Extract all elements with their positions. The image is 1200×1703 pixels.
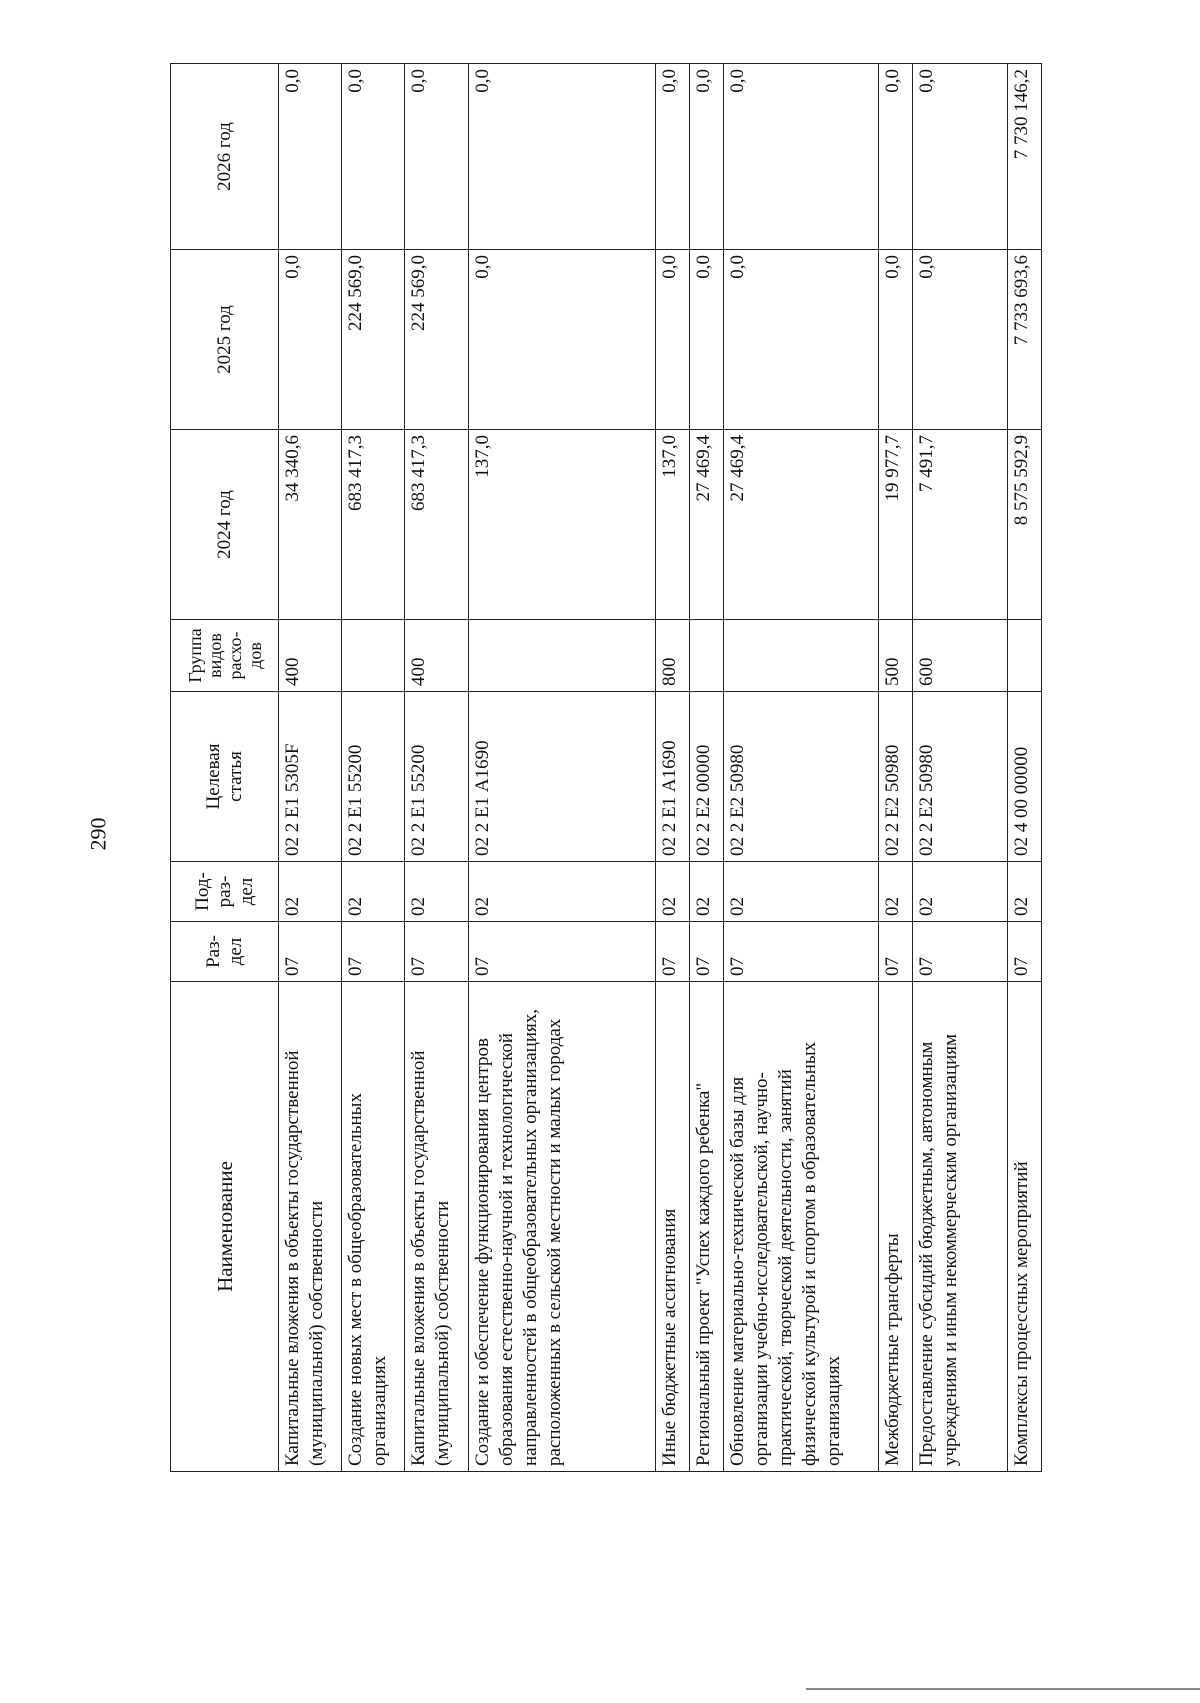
table-row (879, 64, 913, 1472)
row-subsection: 02 (279, 862, 342, 922)
row-2025: 0,0 (279, 250, 342, 430)
row-expense-group (689, 620, 723, 692)
row-expense-group: 600 (913, 620, 1008, 692)
header-target-article: Целевая статья (171, 692, 279, 862)
row-target-article: 02 2 Е2 50980 (723, 692, 879, 862)
row-2025: 0,0 (689, 250, 723, 430)
header-2025: 2025 год (171, 250, 279, 430)
row-expense-group (468, 620, 655, 692)
table-row (1008, 64, 1042, 1472)
row-2026: 0,0 (879, 64, 913, 250)
table-row (655, 64, 689, 1472)
row-target-article: 02 2 Е1 55200 (342, 692, 405, 862)
row-subsection: 02 (689, 862, 723, 922)
page-number: 290 (85, 817, 111, 851)
row-2024: 683 417,3 (405, 430, 468, 620)
row-subsection: 02 (468, 862, 655, 922)
row-2024: 137,0 (655, 430, 689, 620)
row-target-article: 02 2 Е1 5305F (279, 692, 342, 862)
row-2026: 0,0 (689, 64, 723, 250)
row-name: Обновление материально-технической базы для организации учебно-исследовательской, научно-практической, творческой деятельности, занятий физической культурой и спортом в образовательных организациях (723, 982, 879, 1472)
row-target-article: 02 2 Е2 50980 (879, 692, 913, 862)
row-section: 07 (879, 922, 913, 982)
row-section: 07 (1008, 922, 1042, 982)
scan-edge-line (806, 1688, 1200, 1690)
row-target-article: 02 2 Е2 50980 (913, 692, 1008, 862)
row-2025: 0,0 (468, 250, 655, 430)
row-section: 07 (342, 922, 405, 982)
row-expense-group: 800 (655, 620, 689, 692)
row-2026: 0,0 (342, 64, 405, 250)
row-expense-group: 400 (279, 620, 342, 692)
table-header-row (171, 64, 279, 1472)
row-name: Предоставление субсидий бюджетным, автономным учреждениям и иным некоммерческим организациям (913, 982, 1008, 1472)
row-target-article: 02 2 Е1 55200 (405, 692, 468, 862)
row-section: 07 (913, 922, 1008, 982)
row-2026: 0,0 (655, 64, 689, 250)
row-2026: 0,0 (468, 64, 655, 250)
row-target-article: 02 4 00 00000 (1008, 692, 1042, 862)
row-2025: 0,0 (723, 250, 879, 430)
table-row (468, 64, 655, 1472)
row-2024: 683 417,3 (342, 430, 405, 620)
row-name: Капитальные вложения в объекты государственной (муниципальной) собственности (279, 982, 342, 1472)
header-section: Раз- дел (171, 922, 279, 982)
row-target-article: 02 2 Е1 А1690 (468, 692, 655, 862)
table-row (405, 64, 468, 1472)
budget-table (170, 63, 1042, 1472)
row-expense-group (723, 620, 879, 692)
row-name: Региональный проект "Успех каждого ребенка" (689, 982, 723, 1472)
table-row (279, 64, 342, 1472)
row-2025: 224 569,0 (342, 250, 405, 430)
row-2026: 0,0 (279, 64, 342, 250)
row-section: 07 (405, 922, 468, 982)
rotated-page-content (170, 64, 1042, 1472)
row-2026: 7 730 146,2 (1008, 64, 1042, 250)
row-name: Иные бюджетные ассигнования (655, 982, 689, 1472)
row-name: Создание новых мест в общеобразовательных организациях (342, 982, 405, 1472)
row-target-article: 02 2 Е1 А1690 (655, 692, 689, 862)
row-subsection: 02 (655, 862, 689, 922)
header-2024: 2024 год (171, 430, 279, 620)
row-subsection: 02 (405, 862, 468, 922)
table-row (689, 64, 723, 1472)
header-2026: 2026 год (171, 64, 279, 250)
row-2024: 137,0 (468, 430, 655, 620)
row-expense-group (1008, 620, 1042, 692)
row-2024: 19 977,7 (879, 430, 913, 620)
row-name: Капитальные вложения в объекты государственной (муниципальной) собственности (405, 982, 468, 1472)
row-name: Межбюджетные трансферты (879, 982, 913, 1472)
row-subsection: 02 (879, 862, 913, 922)
row-expense-group (342, 620, 405, 692)
table-row (723, 64, 879, 1472)
table-row (342, 64, 405, 1472)
row-2024: 27 469,4 (723, 430, 879, 620)
table-row (913, 64, 1008, 1472)
header-subsection: Под- раз- дел (171, 862, 279, 922)
row-2025: 0,0 (913, 250, 1008, 430)
row-section: 07 (279, 922, 342, 982)
row-name: Комплексы процессных мероприятий (1008, 982, 1042, 1472)
row-expense-group: 500 (879, 620, 913, 692)
row-subsection: 02 (913, 862, 1008, 922)
row-expense-group: 400 (405, 620, 468, 692)
row-2024: 27 469,4 (689, 430, 723, 620)
row-section: 07 (468, 922, 655, 982)
row-2024: 34 340,6 (279, 430, 342, 620)
row-2024: 8 575 592,9 (1008, 430, 1042, 620)
row-section: 07 (689, 922, 723, 982)
row-2025: 224 569,0 (405, 250, 468, 430)
row-subsection: 02 (723, 862, 879, 922)
row-2025: 0,0 (655, 250, 689, 430)
row-subsection: 02 (1008, 862, 1042, 922)
row-2026: 0,0 (723, 64, 879, 250)
header-name: Наименование (171, 982, 279, 1472)
row-target-article: 02 2 Е2 00000 (689, 692, 723, 862)
row-subsection: 02 (342, 862, 405, 922)
row-2024: 7 491,7 (913, 430, 1008, 620)
header-expense-group: Группа видов расхо- дов (171, 620, 279, 692)
row-section: 07 (655, 922, 689, 982)
row-2026: 0,0 (405, 64, 468, 250)
row-2025: 7 733 693,6 (1008, 250, 1042, 430)
row-section: 07 (723, 922, 879, 982)
row-2026: 0,0 (913, 64, 1008, 250)
row-name: Создание и обеспечение функционирования центров образования естественно-научной и технологической направленностей в общеобразовательных организациях, расположенных в сельской местности и малых городах (468, 982, 655, 1472)
row-2025: 0,0 (879, 250, 913, 430)
